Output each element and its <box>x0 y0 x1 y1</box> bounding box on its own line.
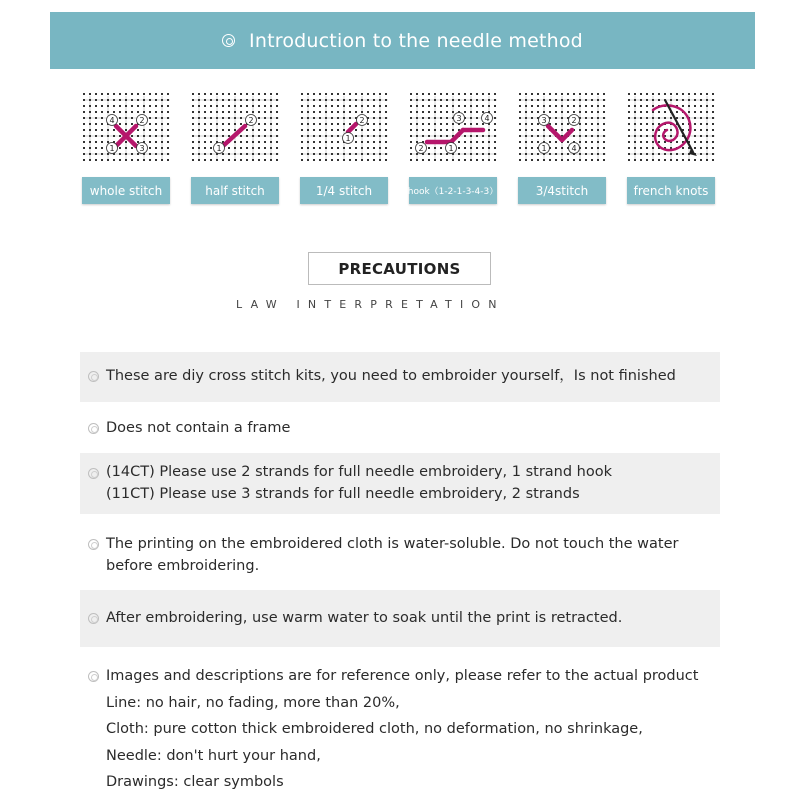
svg-text:1: 1 <box>541 144 547 153</box>
svg-text:2: 2 <box>571 116 577 125</box>
precaution-line: These are diy cross stitch kits, you need to embroider yourself，Is not finished <box>106 368 676 384</box>
stitch-label: french knots <box>627 177 715 204</box>
precaution-item <box>80 352 720 402</box>
stitch-label: whole stitch <box>82 177 170 204</box>
svg-text:1: 1 <box>448 144 454 153</box>
circle-bullet-icon <box>88 539 99 550</box>
stitch-card-french-knots <box>623 90 723 210</box>
precaution-line: before embroidering. <box>106 558 260 574</box>
whole-stitch-diagram-icon <box>78 90 178 175</box>
svg-text:2: 2 <box>248 116 254 125</box>
stitch-label: 1/4 stitch <box>300 177 388 204</box>
quarter-stitch-diagram-icon <box>296 90 396 175</box>
precaution-line: Cloth: pure cotton thick embroidered cloth, no deformation, no shrinkage, <box>106 721 643 737</box>
circle-bullet-icon <box>222 34 235 47</box>
svg-text:4: 4 <box>484 114 490 123</box>
banner-title: Introduction to the needle method <box>249 29 583 52</box>
precaution-line: Line: no hair, no fading, more than 20%, <box>106 694 400 711</box>
precaution-line: (11CT) Please use 3 strands for full needle embroidery, 2 strands <box>106 486 580 502</box>
svg-text:4: 4 <box>571 144 577 153</box>
precaution-line: (14CT) Please use 2 strands for full needle embroidery, 1 strand hook <box>106 464 613 480</box>
precaution-item <box>80 453 720 514</box>
svg-text:1: 1 <box>345 134 351 143</box>
stitch-label: 3/4stitch <box>518 177 606 204</box>
precaution-item <box>80 655 720 795</box>
precaution-line: After embroidering, use warm water to soak until the print is retracted. <box>106 610 623 626</box>
stitch-card-half <box>187 90 287 210</box>
svg-text:4: 4 <box>109 116 115 125</box>
svg-text:3: 3 <box>139 144 145 153</box>
hook-stitch-diagram-icon <box>405 90 505 175</box>
stitch-card-three-quarter <box>514 90 614 210</box>
stitch-card-quarter <box>296 90 396 210</box>
circle-bullet-icon <box>88 671 99 682</box>
svg-text:3: 3 <box>456 114 462 123</box>
stitch-card-hook <box>405 90 505 210</box>
three-quarter-stitch-diagram-icon <box>514 90 614 175</box>
stitch-diagrams <box>78 90 728 210</box>
svg-text:1: 1 <box>109 144 115 153</box>
circle-bullet-icon <box>88 371 99 382</box>
precautions-subtitle: LAW INTERPRETATION <box>236 298 505 311</box>
circle-bullet-icon <box>88 468 99 479</box>
section-banner <box>50 12 755 69</box>
svg-text:2: 2 <box>139 116 145 125</box>
precaution-line: Needle: don't hurt your hand, <box>106 747 321 764</box>
svg-text:3: 3 <box>541 116 547 125</box>
svg-text:2: 2 <box>418 144 424 153</box>
half-stitch-diagram-icon <box>187 90 287 175</box>
svg-text:1: 1 <box>216 144 222 153</box>
svg-text:2: 2 <box>359 116 365 125</box>
precautions-title: PRECAUTIONS <box>308 252 491 285</box>
stitch-card-whole <box>78 90 178 210</box>
precaution-line: Does not contain a frame <box>106 420 291 436</box>
stitch-label: hook（1-2-1-3-4-3） <box>409 177 497 204</box>
precaution-item <box>80 523 720 583</box>
french-knot-diagram-icon <box>623 90 723 175</box>
stitch-label: half stitch <box>191 177 279 204</box>
precaution-item <box>80 590 720 647</box>
precaution-item <box>80 407 720 451</box>
circle-bullet-icon <box>88 423 99 434</box>
precaution-line: Drawings: clear symbols <box>106 774 284 790</box>
precaution-line: The printing on the embroidered cloth is water-soluble. Do not touch the water <box>106 536 679 552</box>
precaution-line: Images and descriptions are for reference only, please refer to the actual product <box>106 668 699 684</box>
circle-bullet-icon <box>88 613 99 624</box>
